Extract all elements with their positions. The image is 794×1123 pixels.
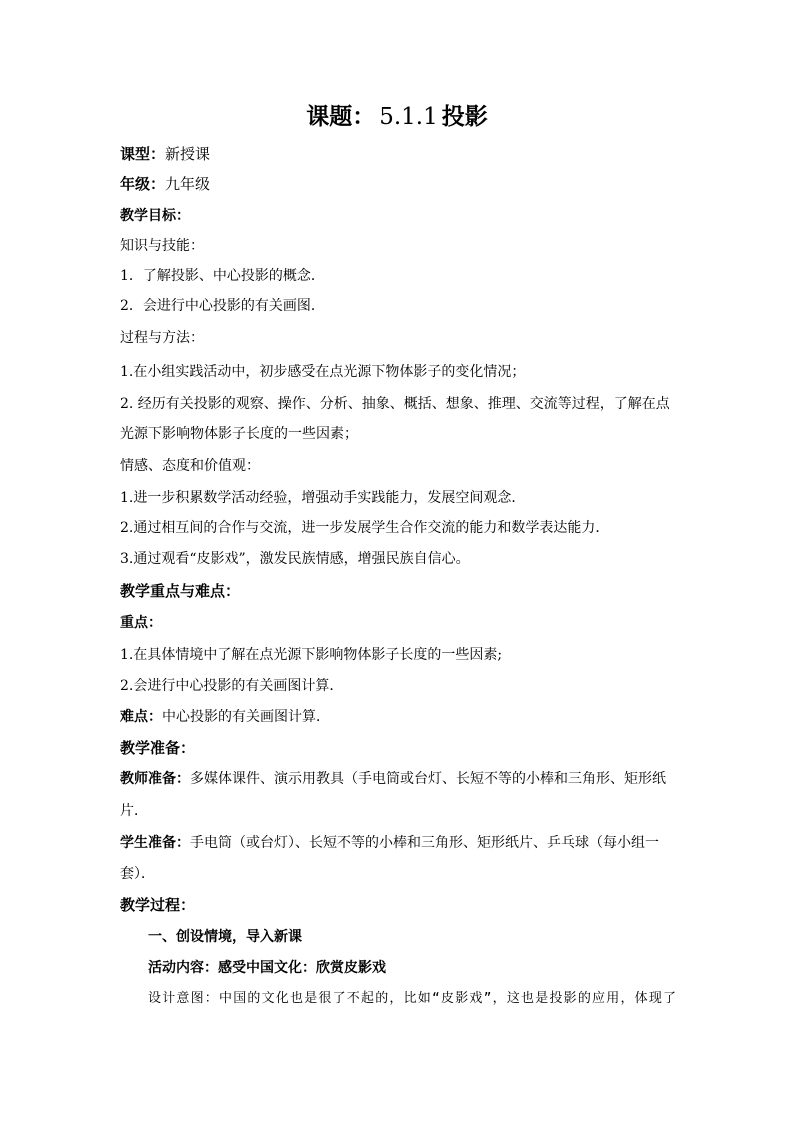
- course-type-value: 新授课: [165, 145, 211, 163]
- difficulty-text: 中心投影的有关画图计算．: [162, 709, 330, 725]
- process-item-2-line-2: 光源下影响物体影子长度的一些因素；: [120, 426, 358, 442]
- teacher-prep-label: 教师准备：: [120, 771, 190, 787]
- key-label: 重点：: [120, 615, 162, 631]
- knowledge-item-1: 1．了解投影、中心投影的概念．: [120, 268, 325, 284]
- activity-label: 活动内容：: [148, 960, 218, 976]
- key-item-2: 2.会进行中心投影的有关画图计算．: [120, 678, 344, 694]
- course-type-line: [120, 144, 680, 164]
- page-title: [0, 100, 794, 134]
- design-intent-line: 设计意图：中国的文化也是很了不起的，比如“皮影戏”，这也是投影的应用，体现了: [148, 991, 678, 1006]
- student-prep-text: 手电筒（或台灯）、长短不等的小棒和三角形、矩形纸片、乒乓球（每小组一: [190, 835, 659, 851]
- title-number: 5.1.1: [379, 104, 438, 130]
- difficulty-label: 难点：: [120, 709, 162, 725]
- prep-heading: 教学准备：: [120, 739, 196, 757]
- key-difficulty-heading: 教学重点与难点：: [120, 582, 241, 600]
- title-text: 投影: [441, 103, 488, 130]
- key-item-1: 1.在具体情境中了解在点光源下影响物体影子长度的一些因素;: [120, 647, 503, 663]
- emotion-item-2: 2.通过相互间的合作与交流，进一步发展学生合作交流的能力和数学表达能力．: [120, 520, 610, 536]
- student-prep-label: 学生准备：: [120, 835, 190, 851]
- grade-line: [120, 174, 680, 194]
- process-item-1: 1.在小组实践活动中，初步感受在点光源下物体影子的变化情况；: [120, 364, 526, 380]
- course-type-label: 课型：: [120, 145, 166, 163]
- difficulty-line: [120, 707, 680, 727]
- process-item-2-line-1: 2. 经历有关投影的观察、操作、分析、抽象、概括、想象、推理、交流等过程，了解在点: [120, 396, 670, 412]
- activity-text: 感受中国文化：欣赏皮影戏: [218, 960, 386, 976]
- emotion-heading: 情感、态度和价值观：: [120, 458, 260, 474]
- grade-label: 年级：: [120, 175, 166, 193]
- student-prep-line-2: 套）．: [120, 866, 155, 882]
- activity-line: [148, 958, 708, 978]
- emotion-item-1: 1.进一步积累数学活动经验，增强动手实践能力，发展空间观念．: [120, 490, 526, 506]
- student-prep-line-1: [120, 833, 680, 853]
- grade-value: 九年级: [165, 175, 211, 193]
- knowledge-item-2: 2．会进行中心投影的有关画图．: [120, 298, 325, 314]
- title-prefix: 课题：: [306, 103, 376, 130]
- process2-heading: 教学过程：: [120, 896, 196, 914]
- teacher-prep-text: 多媒体课件、演示用教具（手电筒或台灯、长短不等的小棒和三角形、矩形纸: [190, 771, 666, 787]
- knowledge-heading: 知识与技能：: [120, 238, 204, 254]
- emotion-item-3: 3.通过观看“皮影戏”，激发民族情感，增强民族自信心。: [120, 551, 470, 567]
- teacher-prep-line-2: 片．: [120, 803, 148, 819]
- process-heading: 过程与方法：: [120, 330, 204, 346]
- teacher-prep-line-1: [120, 769, 680, 789]
- section-1-heading: 一、创设情境，导入新课: [148, 929, 302, 945]
- goals-heading: 教学目标：: [120, 208, 190, 224]
